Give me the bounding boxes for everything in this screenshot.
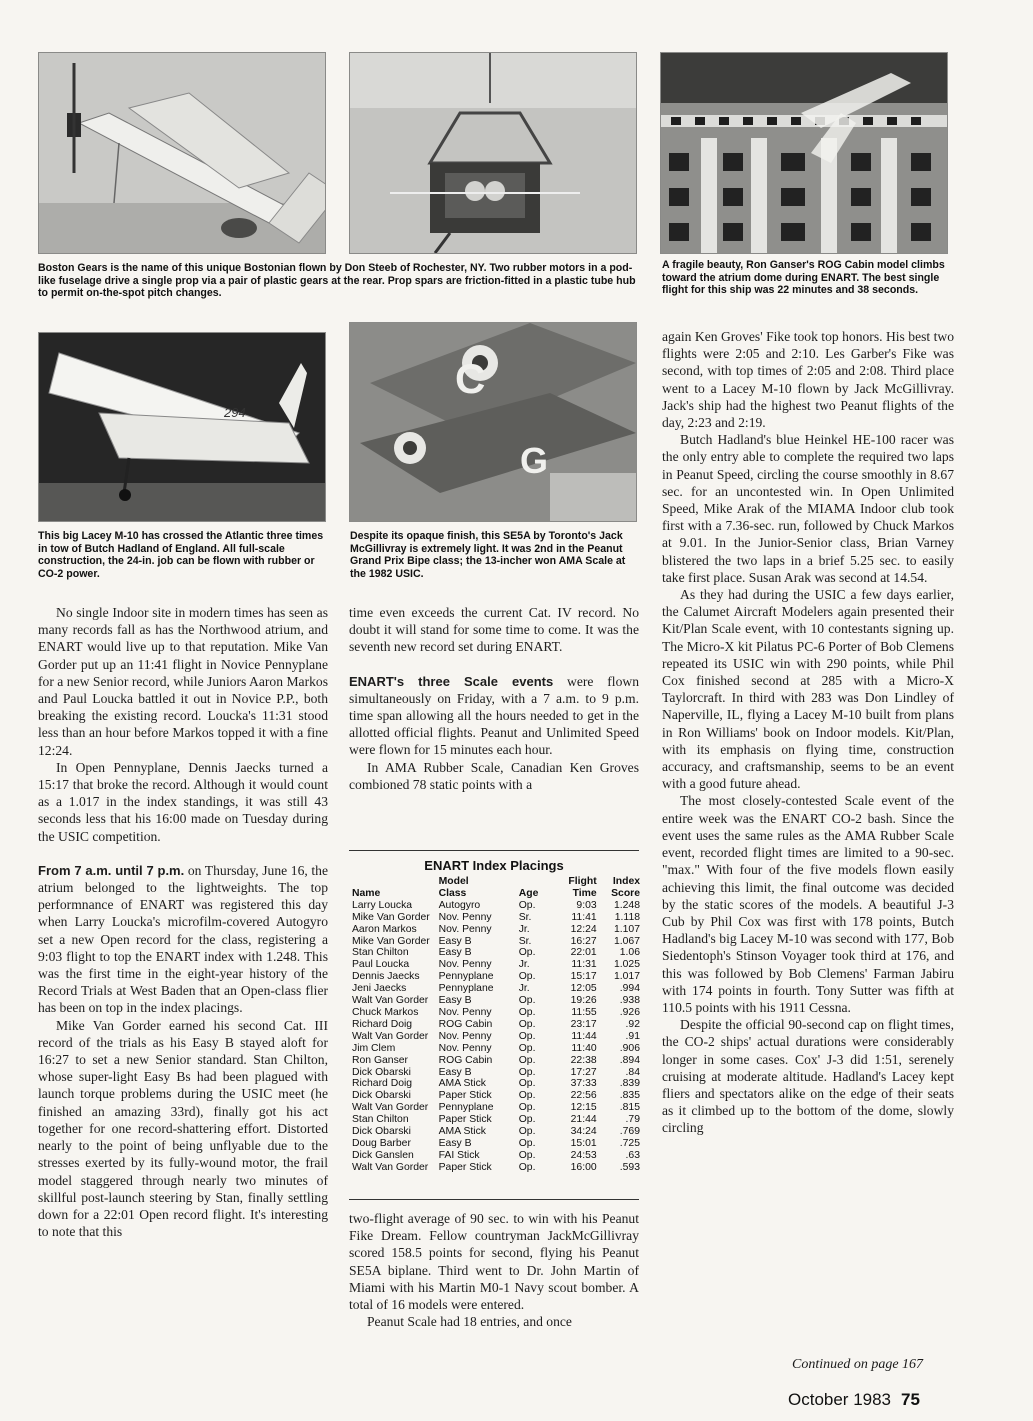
cell-time: 24:53 [570,1149,597,1161]
cell-time: 11:41 [571,911,597,923]
table-row [352,959,640,971]
col-header-class: Class [438,887,467,899]
caption-lacey-m10: This big Lacey M-10 has crossed the Atlantic three times in tow of Butch Hadland of England. All full-scale construction, the 24-in. job can be flown with rubber or CO-2 power. [38,530,324,580]
cell-score: 1.017 [613,971,640,983]
cell-cls: Paper Stick [438,1161,492,1173]
article-column-2-continued [349,1210,639,1330]
cell-age: Jr. [518,959,530,971]
cell-name: Dick Ganslen [352,1149,414,1161]
cell-time: 12:24 [570,923,597,935]
cell-age: Sr. [518,935,532,947]
col-header-model-top: Model [438,876,469,887]
cell-cls: Nov. Penny [438,1030,492,1042]
cell-name: Walt Van Gorder [352,995,429,1007]
cell-cls: AMA Stick [438,1078,486,1090]
paragraph: No single Indoor site in modern times has seen as many records fall as has the Northwood atrium, and ENART would live up to that reputation. Mike Van Gorder put up an 11:41 flight in Novice Pennyplane for a new Senior record, while Juniors Aaron Markos and Paul Loucka battled it out in Novice P.P., both breaking the existing record. Loucka's 11:31 stood less than an hour before Markos topped it with a fine 12:24. [38,605,328,758]
table-body [352,900,640,1174]
fuselage-letter-c: C [455,355,486,402]
cell-time: 22:38 [570,1054,597,1066]
cell-name: Walt Van Gorder [352,1030,429,1042]
article-column-2 [349,604,639,793]
cell-cls: Nov. Penny [438,959,492,971]
photo-rog-cabin-atrium [660,52,948,254]
cell-time: 11:55 [571,1006,597,1018]
cell-score: .91 [625,1030,640,1042]
cell-time: 12:15 [570,1102,597,1114]
cell-score: .92 [625,1018,640,1030]
cell-score: .926 [619,1006,640,1018]
cell-score: .835 [619,1090,640,1102]
paragraph: Despite the official 90-second cap on flight times, the CO-2 ships' actual durations were considerably longer in some cases. Cox' J-3 did 1:51, serenely cruising at moderate altitude. Hadland's Lacey kept fliers and spectators alike on the edge of their seats as it climbed up to the bottom of the dome, slowly circling [662,1017,954,1136]
cell-age: Jr. [518,983,530,995]
caption-rog-cabin: A fragile beauty, Ron Ganser's ROG Cabin model climbs toward the atrium dome during ENART. The best single flight for this ship was 22 minutes and 38 seconds. [662,259,945,297]
cell-name: Walt Van Gorder [352,1102,429,1114]
table-row [352,912,640,924]
cell-cls: Nov. Penny [438,1042,492,1054]
cell-name: Richard Doig [352,1078,413,1090]
cell-age: Op. [518,1018,536,1030]
table-row [352,1090,640,1102]
table-row [352,983,640,995]
cell-cls: ROG Cabin [438,1018,493,1030]
cell-age: Op. [518,1054,536,1066]
cell-time: 11:40 [571,1042,597,1054]
cell-time: 21:44 [570,1114,597,1126]
col-header-index: Index [612,876,640,887]
table-row [352,900,640,912]
cell-score: .906 [619,1042,640,1054]
fuselage-letter-g: G [520,440,549,481]
cell-time: 19:26 [570,995,597,1007]
cell-time: 12:05 [570,983,597,995]
paragraph: again Ken Groves' Fike took top honors. His best two flights were 2:05 and 2:10. Les Garber's Fike was second, with top times of 2:05 and 2:08. Third place went to a Lacey M-10 flown by Jack McGillivray. Jack's ship had the highest two Peanut flights of the day, 2:23 and 2:19. [662,329,954,431]
table-row [352,1114,640,1126]
cell-name: Jim Clem [352,1042,396,1054]
run-in-heading: ENART's three Scale events [349,673,554,689]
table-row [352,971,640,983]
cell-time: 16:27 [570,935,597,947]
cell-name: Walt Van Gorder [352,1161,429,1173]
cell-name: Jeni Jaecks [352,983,407,995]
cell-age: Op. [518,899,536,911]
cell-cls: Pennyplane [438,1102,494,1114]
cell-name: Paul Loucka [352,959,410,971]
cell-cls: ROG Cabin [438,1054,493,1066]
cell-age: Op. [518,1126,536,1138]
cell-score: 1.06 [619,947,640,959]
issue-date: October 1983 [788,1390,892,1409]
paragraph: The most closely-contested Scale event of the entire week was the ENART CO-2 bash. Since the event uses the same rules as the AMA Rubber Scale event, recorded flight times are limited to a 90-sec. "max." With four of the five models flown easily achieving this limit, the final outcome was decided by the static scores of the models. A beautiful J-3 Cub by Phil Cox was first with 178 points, Butch Hadland's big Lacey M-10 was second with 177, Bob Siedentoph's Stinson Voyager took third at 176, and this was followed by Bob Clemens' Farman Jabiru with 174 points in fourth. Tony Sutter was fifth at 110.5 points with his 1911 Cessna. [662,793,954,1015]
cell-name: Chuck Markos [352,1006,419,1018]
cell-name: Dennis Jaecks [352,971,420,983]
table-row [352,1138,640,1150]
cell-score: 1.118 [614,911,640,923]
cell-time: 11:31 [571,959,597,971]
run-in-heading: From 7 a.m. until 7 p.m. [38,862,185,878]
cell-name: Doug Barber [352,1137,411,1149]
col-header-age: Age [518,887,539,899]
cell-score: .79 [625,1114,640,1126]
photo-se5a-biplane [349,322,637,522]
cell-score: .769 [619,1126,640,1138]
cell-age: Op. [518,1137,536,1149]
paragraph: In AMA Rubber Scale, Canadian Ken Groves combioned 78 static points with a [349,759,639,792]
cell-score: 1.107 [613,923,640,935]
table-row [352,1150,640,1162]
cell-cls: Easy B [438,1137,472,1149]
cell-time: 22:01 [570,947,597,959]
cell-age: Op. [518,995,536,1007]
plane-number: 294 [224,405,246,420]
table-row [352,1031,640,1043]
table-row [352,1102,640,1114]
table-row [352,1019,640,1031]
cell-time: 9:03 [576,899,597,911]
paragraph: two-flight average of 90 sec. to win with his Peanut Fike Dream. Fellow countryman JackMcGillivray scored 158.5 points for second, flying his Peanut SE5A biplane. Third went to Dr. John Martin of Miami with his Martin M0-1 Navy scout bomber. A total of 16 models were entered. [349,1211,639,1313]
cell-age: Op. [518,1006,536,1018]
cell-name: Mike Van Gorder [352,935,430,947]
article-column-3 [662,328,954,1137]
paragraph: ENART's three Scale events were flown simultaneously on Friday, with a 7 a.m. to 9 p.m. time span allowing all the hours needed to get in the allotted official flights. Peanut and Unlimited Speed were flown for 15 minutes each hour. [349,673,639,758]
cell-name: Larry Loucka [352,899,413,911]
photo-lacey-m10 [38,332,326,522]
paragraph: From 7 a.m. until 7 p.m. on Thursday, June 16, the atrium belonged to the lightweights. The top performnance of ENART was registered this day when Larry Loucka's microfilm-covered Autogyro set a new Open record for the class, registering a 9:03 flight to top the ENART index with 1.248. This was the first time in the eight-year history of the Record Trials at West Baden that an Open-class flier has been on top in the index placings. [38,862,328,1016]
cell-name: Dick Obarski [352,1126,411,1138]
cell-score: .725 [619,1137,640,1149]
cell-age: Op. [518,1078,536,1090]
cell-cls: Nov. Penny [438,911,492,923]
cell-time: 23:17 [570,1018,597,1030]
cell-score: 1.248 [613,899,640,911]
cell-score: .839 [619,1078,640,1090]
paragraph: In Open Pennyplane, Dennis Jaecks turned a 15:17 that broke the record. Although it would count as a 1.017 in the index standings, it was still 43 seconds less that his 16:00 made on Tuesday during the USIC competition. [38,759,328,844]
cell-cls: Nov. Penny [438,923,492,935]
cell-name: Mike Van Gorder [352,911,430,923]
table-row [352,1055,640,1067]
cell-time: 11:44 [571,1030,597,1042]
cell-time: 15:01 [570,1137,597,1149]
caption-se5a: Despite its opaque finish, this SE5A by Toronto's Jack McGillivray is extremely light. It was 2nd in the Peanut Grand Prix Bipe class; the 13-incher won AMA Scale at the 1982 USIC. [350,530,626,580]
cell-time: 34:24 [570,1126,597,1138]
cell-name: Stan Chilton [352,1114,409,1126]
col-header-flight: Flight [568,876,597,887]
article-column-1 [38,604,328,1240]
cell-score: .994 [619,983,640,995]
cell-cls: Easy B [438,995,472,1007]
table-row [352,1043,640,1055]
cell-name: Dick Obarski [352,1066,411,1078]
cell-cls: Easy B [438,1066,472,1078]
table-row [352,1067,640,1079]
col-header-name: Name [352,887,381,899]
cell-name: Dick Obarski [352,1090,411,1102]
table-row [352,924,640,936]
table-row [352,947,640,959]
cell-score: 1.067 [613,935,640,947]
photo-boston-gears-detail [349,52,637,254]
cell-age: Op. [518,1090,536,1102]
paragraph: Butch Hadland's blue Heinkel HE-100 racer was the only entry able to complete the required two laps in Peanut Speed, circling the course smoothly in 8.67 sec. for an uncontested win. In Open Unlimited Speed, Mike Arak of the MIAMA Indoor club took first with a 7.36-sec. run, followed by Chuck Markos at 9.01. In the Junior-Senior class, Brian Varney blistered the two laps in a brief 5.25 sec. to easily take first place. Susan Arak was second at 14.54. [662,432,954,585]
table-row [352,1007,640,1019]
cell-name: Ron Ganser [352,1054,409,1066]
paragraph: Peanut Scale had 18 entries, and once [367,1314,572,1330]
cell-name: Aaron Markos [352,923,417,935]
table-row [352,1078,640,1090]
cell-cls: Nov. Penny [438,1006,492,1018]
cell-age: Op. [518,1102,536,1114]
cell-cls: Pennyplane [438,971,494,983]
cell-time: 22:56 [570,1090,597,1102]
table-row [352,936,640,948]
cell-age: Op. [518,1149,536,1161]
cell-cls: Easy B [438,935,472,947]
page-footer [788,1390,920,1410]
col-header-time: Time [572,887,597,899]
cell-time: 16:00 [570,1161,597,1173]
cell-cls: Paper Stick [438,1090,492,1102]
cell-cls: Easy B [438,947,472,959]
table-top-rule [349,850,639,851]
cell-cls: FAI Stick [438,1149,480,1161]
cell-age: Op. [518,1030,536,1042]
cell-name: Stan Chilton [352,947,409,959]
cell-time: 17:27 [570,1066,597,1078]
cell-time: 15:17 [570,971,597,983]
paragraph: Mike Van Gorder earned his second Cat. III record of the trials as his Easy B stayed aloft for 16:27 to set a new Senior standard. Stan Chilton, whose super-light Easy Bs had been plagued with launch torque problems during the USIC meet (he finished an amazing 33rd), finally got his act together for one record-shattering effort. Distorted nearly to the point of being unflyable due to the stresses exerted by its fully-wound motor, the frail model staggered through nearly two minutes of skillful post-launch steering by Stan, finally settling down for a 22:01 Open record flight. It's interesting to note that this [38,1017,328,1240]
cell-score: 1.025 [613,959,640,971]
table-bottom-rule [349,1199,639,1200]
table-title: ENART Index Placings [424,858,564,873]
cell-age: Op. [518,1066,536,1078]
cell-age: Op. [518,1114,536,1126]
cell-time: 37:33 [570,1078,597,1090]
cell-score: .63 [625,1149,640,1161]
page-number: 75 [901,1390,920,1409]
cell-name: Richard Doig [352,1018,413,1030]
paragraph: time even exceeds the current Cat. IV record. No doubt it will stand for some time to come. It was the seventh new record set during ENART. [349,605,639,655]
continued-note: Continued on page 167 [792,1357,924,1372]
cell-score: .938 [619,995,640,1007]
cell-age: Op. [518,1042,536,1054]
cell-score: .593 [619,1161,640,1173]
cell-age: Sr. [518,911,532,923]
caption-boston-gears: Boston Gears is the name of this unique Bostonian flown by Don Steeb of Rochester, NY. Two rubber motors in a pod-like fuselage drive a single prop via a pair of plastic gears at the rear. Prop spars are friction-fitted in a plastic tube hub to permit on-the-spot pitch changes. [38,262,636,300]
cell-cls: Autogyro [438,899,481,911]
enart-index-table [352,876,640,1174]
cell-age: Op. [518,971,536,983]
cell-score: .84 [625,1066,640,1078]
cell-cls: Paper Stick [438,1114,492,1126]
cell-age: Jr. [518,923,530,935]
table-row [352,995,640,1007]
cell-score: .894 [619,1054,640,1066]
cell-age: Op. [518,1161,536,1173]
col-header-score: Score [611,887,640,899]
cell-age: Op. [518,947,536,959]
cell-score: .815 [619,1102,640,1114]
table-row [352,1126,640,1138]
cell-cls: AMA Stick [438,1126,486,1138]
table-row [352,1162,640,1174]
photo-boston-gears-plane [38,52,326,254]
cell-cls: Pennyplane [438,983,494,995]
paragraph: As they had during the USIC a few days earlier, the Calumet Aircraft Modelers again presented their Kit/Plan Scale event, with 10 contestants signing up. The Micro-X kit Pilatus PC-6 Porter of Bob Clemens repeated its USIC win with 290 points, while Phil Cox finished second at 285 with a Micro-X Taylorcraft. In third with 283 was Don Lindley of Naperville, IL, flying a Lacey M-10 built from plans in Ron Williams' book on Indoor models. Kit/Plan, with its emphasis on flying time, construction accuracy, and craftsmanship, seems to be an event with a good future ahead. [662,587,954,792]
